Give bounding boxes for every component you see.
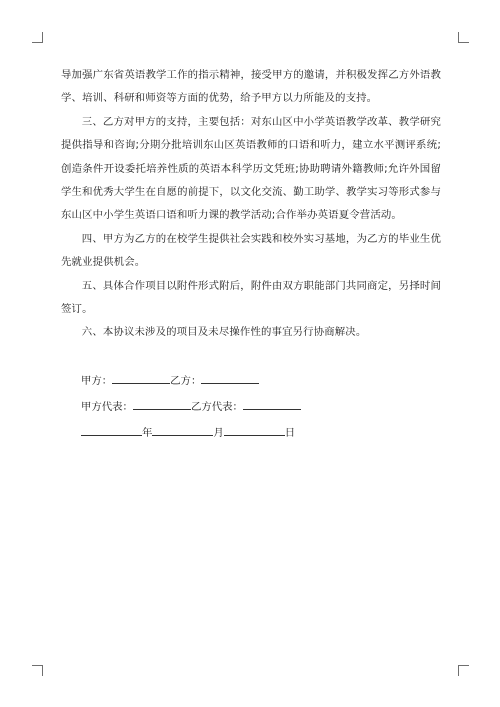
month-label: 月: [213, 427, 224, 439]
signature-parties-row: [81, 372, 259, 389]
year-blank: [81, 424, 142, 436]
paragraph-clause-5: 五、具体合作项目以附件形式附后，附件由双方职能部门共同商定，另择时间签订。: [61, 279, 441, 316]
rep-b-label: 乙方代表：: [190, 401, 243, 413]
party-b-label: 乙方：: [170, 375, 202, 387]
month-blank: [152, 424, 213, 436]
crop-mark-top-right: [458, 32, 469, 43]
day-blank: [224, 424, 285, 436]
party-a-blank: [112, 372, 170, 384]
paragraph-clause-4: 四、甲方为乙方的在校学生提供社会实践和校外实习基地，为乙方的毕业生优先就业提供机会。: [61, 232, 441, 269]
signature-representatives-row: [81, 398, 301, 415]
year-label: 年: [142, 427, 153, 439]
rep-a-blank: [133, 398, 191, 410]
day-label: 日: [284, 427, 296, 439]
party-a-label: 甲方：: [81, 375, 113, 387]
rep-a-label: 甲方代表：: [81, 401, 133, 413]
crop-mark-bottom-right: [458, 665, 469, 676]
agreement-body: [61, 64, 441, 345]
party-b-blank: [201, 372, 259, 384]
paragraph-clause-3: 三、乙方对甲方的支持，主要包括：对东山区中小学英语教学改革、教学研究提供指导和咨询;分期分批培训东山区英语教师的口语和听力，建立水平测评系统;创造条件开设委托培养性质的英语本科学历文凭班;协助聘请外籍教师;允许外国留学生和优秀大学生在自愿的前提下，以文化交流、勤工助学、教学实习等形式参与东山区中小学生英语口语和听力课的教学活动;合作举办英语夏令营活动。: [61, 115, 441, 222]
rep-b-blank: [243, 398, 301, 410]
crop-mark-top-left: [32, 32, 43, 43]
date-row: [81, 424, 295, 441]
paragraph-continuation: 导加强广东省英语教学工作的指示精神，接受甲方的邀请，并积极发挥乙方外语教学、培训、科研和师资等方面的优势，给予甲方以力所能及的支持。: [61, 69, 441, 105]
crop-mark-bottom-left: [32, 665, 43, 676]
paragraph-clause-6: 六、本协议未涉及的项目及未尽操作性的事宜另行协商解决。: [81, 326, 367, 339]
